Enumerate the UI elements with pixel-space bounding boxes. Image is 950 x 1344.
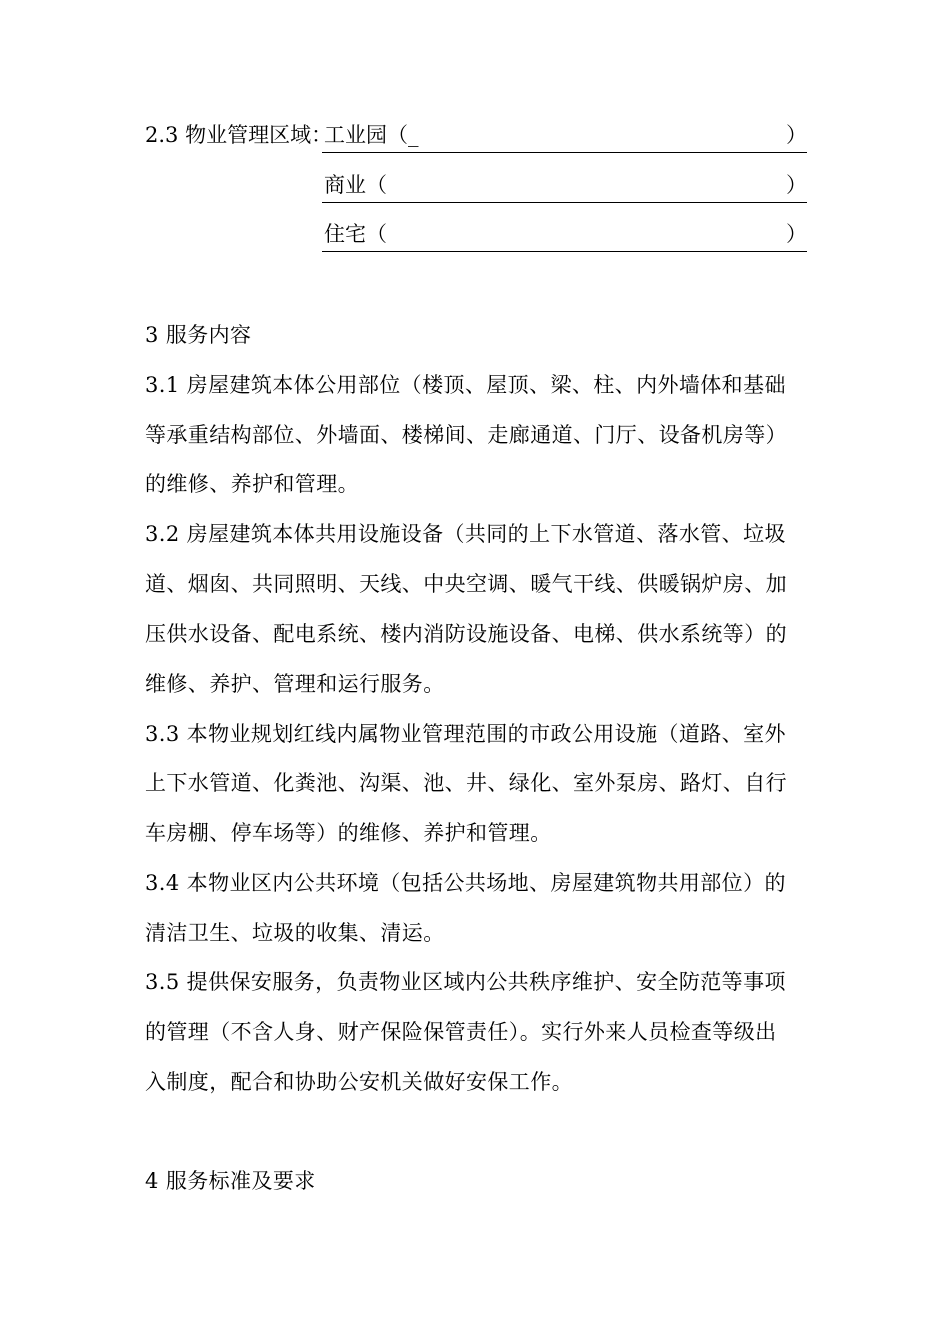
- paragraph-3-1-line-2: 等承重结构部位、外墙面、楼梯间、走廊通道、门厅、设备机房等）: [145, 423, 787, 447]
- area-row-residential: [322, 221, 807, 252]
- paragraph-3-2-line-1: 3.2 房屋建筑本体共用设施设备（共同的上下水管道、落水管、垃圾: [145, 522, 786, 546]
- paragraph-3-5-line-1: 3.5 提供保安服务，负责物业区域内公共秩序维护、安全防范等事项: [145, 970, 786, 994]
- paragraph-3-2-line-4: 维修、养护、管理和运行服务。: [145, 672, 445, 696]
- area-close-residential: ）: [786, 222, 807, 246]
- area-close-commercial: ）: [786, 173, 807, 197]
- paragraph-3-3-line-1: 3.3 本物业规划红线内属物业管理范围的市政公用设施（道路、室外: [145, 722, 786, 746]
- paragraph-3-4-line-2: 清洁卫生、垃圾的收集、清运。: [145, 921, 445, 945]
- paragraph-3-1-line-1: 3.1 房屋建筑本体公用部位（楼顶、屋顶、梁、柱、内外墙体和基础: [145, 373, 786, 397]
- paragraph-3-2-line-2: 道、烟囱、共同照明、天线、中央空调、暖气干线、供暖锅炉房、加: [145, 572, 787, 596]
- paragraph-3-3-line-3: 车房棚、停车场等）的维修、养护和管理。: [145, 821, 552, 845]
- paragraph-3-5-line-3: 入制度，配合和协助公安机关做好安保工作。: [145, 1070, 573, 1094]
- area-name-commercial: 商业（: [324, 173, 387, 197]
- area-close-industrial: ）: [786, 123, 807, 147]
- paragraph-3-1-line-3: 的维修、养护和管理。: [145, 472, 359, 496]
- section-3-heading: 3 服务内容: [145, 323, 252, 347]
- area-row-commercial: [322, 172, 807, 203]
- area-name-residential: 住宅（: [324, 222, 387, 246]
- area-row-industrial: [322, 122, 807, 153]
- paragraph-3-3-line-2: 上下水管道、化粪池、沟渠、池、井、绿化、室外泵房、路灯、自行: [145, 771, 787, 795]
- paragraph-3-4-line-1: 3.4 本物业区内公共环境（包括公共场地、房屋建筑物共用部位）的: [145, 871, 786, 895]
- area-label: 2.3 物业管理区域：: [145, 123, 333, 147]
- area-name-industrial: 工业园（_: [324, 123, 419, 147]
- paragraph-3-5-line-2: 的管理（不含人身、财产保险保管责任）。实行外来人员检查等级出: [145, 1020, 777, 1044]
- section-4-heading: 4 服务标准及要求: [145, 1169, 316, 1193]
- paragraph-3-2-line-3: 压供水设备、配电系统、楼内消防设施设备、电梯、供水系统等）的: [145, 622, 787, 646]
